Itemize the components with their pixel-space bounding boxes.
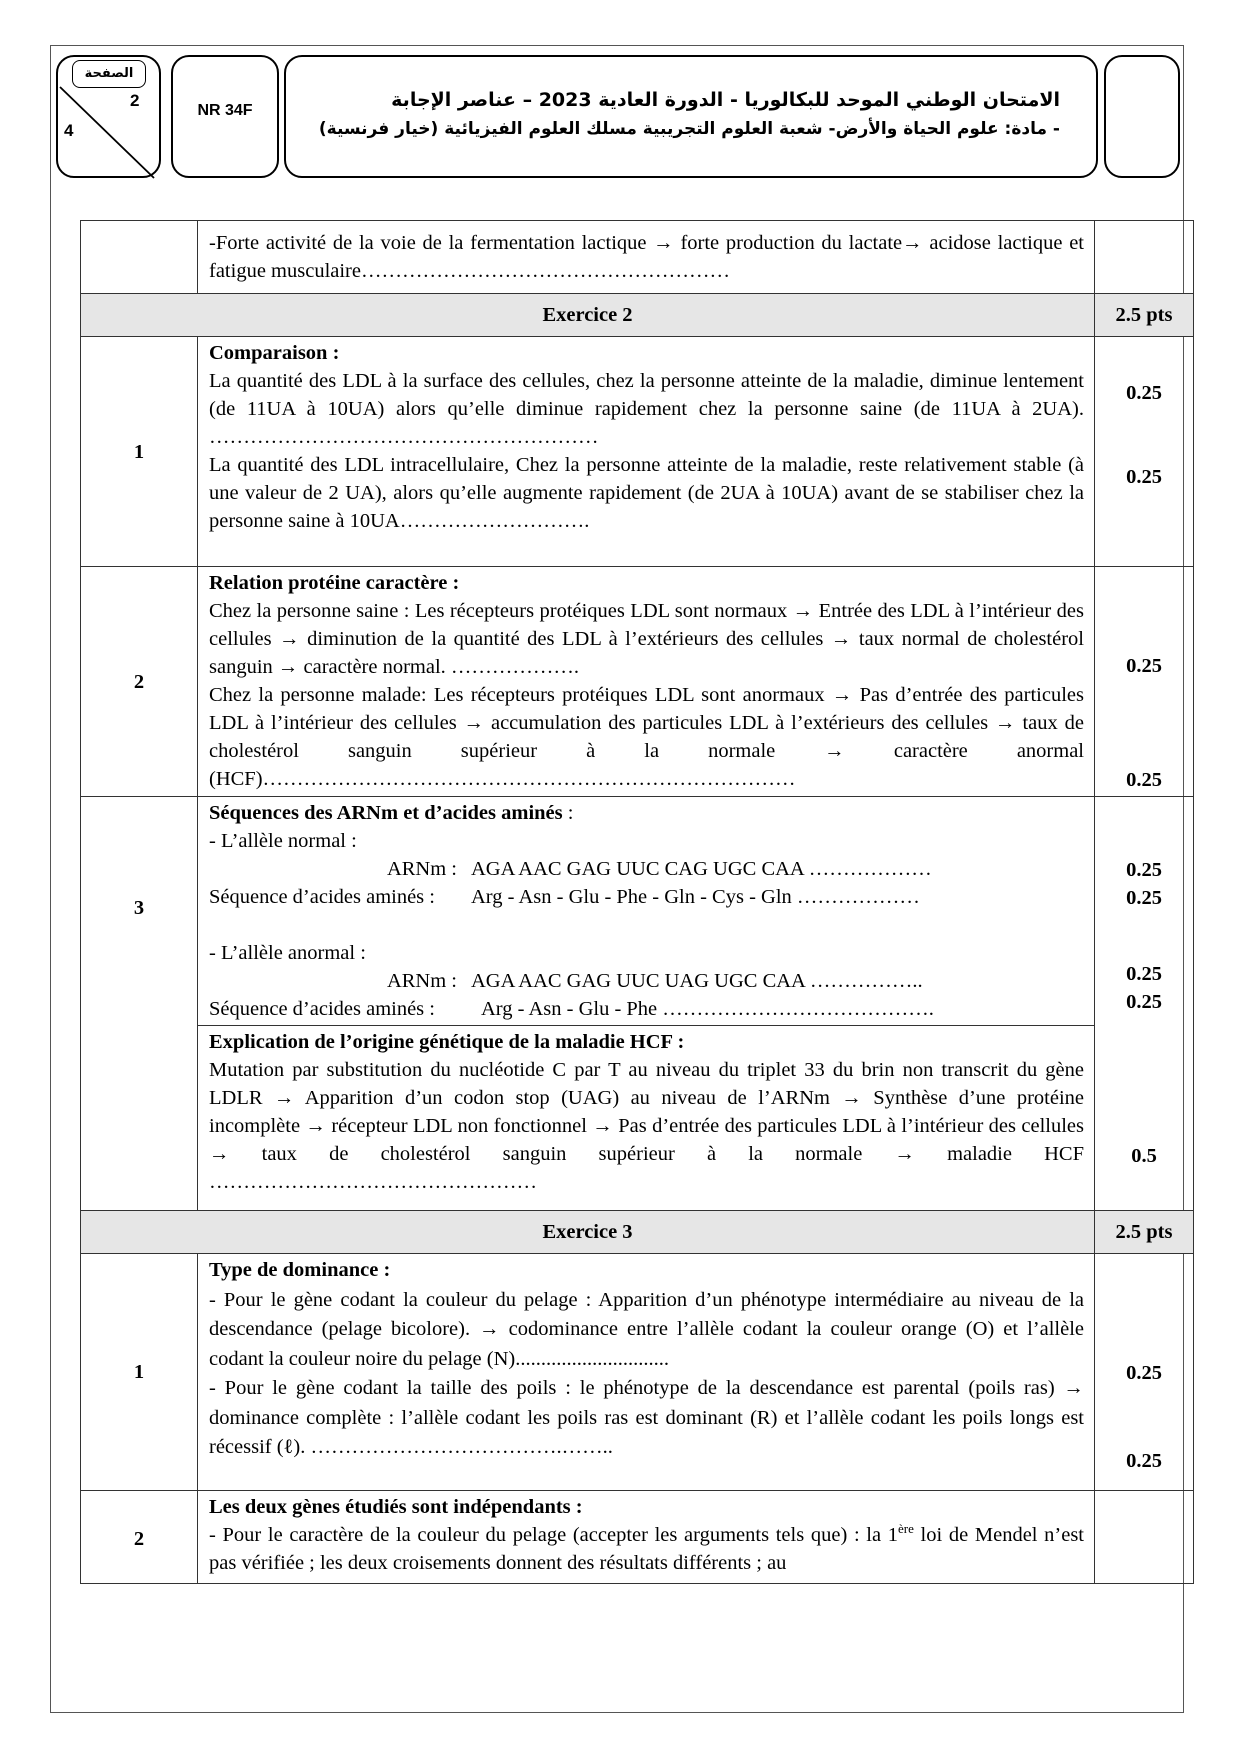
points-value: 0.25 <box>1126 382 1162 404</box>
points-value: 0.25 <box>1126 466 1162 488</box>
page-current: 2 <box>130 91 140 110</box>
answer-table <box>80 220 1194 1584</box>
empty-header-box <box>1104 55 1180 178</box>
normal-aa-sequence: Arg - Asn - Glu - Phe - Gln - Cys - Gln ……………… <box>471 886 920 908</box>
points-value: 0.25 <box>1126 1450 1162 1472</box>
points-value: 0.25 <box>1126 859 1162 881</box>
exercise3-title: Exercice 3 <box>81 1211 1095 1254</box>
question-heading: Relation protéine caractère : <box>209 572 460 594</box>
exam-title-line1: الامتحان الوطني الموحد للبكالوريا - الدورة العادية 2023 – عناصر الإجابة <box>391 89 1060 111</box>
abnormal-arnm-row: ARNm : AGA AAC GAG UUC UAG UGC CAA …………….. <box>209 967 1084 995</box>
normal-arnm-row: ARNm : AGA AAC GAG UUC CAG UGC CAA ……………… <box>209 855 1084 883</box>
table-row <box>81 1491 1194 1584</box>
answer-paragraph: Chez la personne saine : Les récepteurs protéiques LDL sont normaux → Entrée des LDL à l’intérieur des cellules → diminution de la quantité des LDL à l’extérieurs des cellules → taux normal de cholestérol sanguin → caractère normal. ………………. <box>209 600 1084 678</box>
question-number: 1 <box>81 1254 198 1491</box>
table-row <box>81 567 1194 797</box>
points-value: 0.25 <box>1126 769 1162 791</box>
points-value: 0.25 <box>1126 887 1162 909</box>
explanation-heading: Explication de l’origine génétique de la maladie HCF : <box>209 1031 685 1053</box>
points-value: 0.25 <box>1126 655 1162 677</box>
page-total: 4 <box>64 121 74 140</box>
exercise3-header-row <box>81 1211 1194 1254</box>
answer-paragraph: - Pour le caractère de la couleur du pelage (accepter les arguments tels que) : la 1ère loi de Mendel n’est pas vérifiée ; les deux croisements donnent des résultats différents ; au <box>209 1521 1084 1574</box>
allele-abnormal-label: - L’allèle anormal : <box>209 942 366 964</box>
page-number-box <box>56 55 161 178</box>
exercise2-points: 2.5 pts <box>1095 294 1194 337</box>
points-value: 0.25 <box>1126 1362 1162 1384</box>
question-number: 2 <box>81 567 198 797</box>
answer-paragraph: - Pour le gène codant la taille des poils : le phénotype de la descendance est parental (poils ras) → dominance complète : l’allèle codant les poils ras est dominant (R) et l’allèle codant les poils longs est récessif (ℓ). ……………………………….…….. <box>209 1377 1084 1458</box>
abnormal-aa-sequence: Arg - Asn - Glu - Phe …………………………………. <box>481 998 934 1020</box>
exercise3-points: 2.5 pts <box>1095 1211 1194 1254</box>
exam-title-box <box>284 55 1098 178</box>
intro-text: -Forte activité de la voie de la fermentation lactique → forte production du lactate→ acidose lactique et fatigue musculaire……………………………………………… <box>198 221 1095 294</box>
answer-paragraph: La quantité des LDL intracellulaire, Chez la personne atteinte de la maladie, reste relativement stable (à une valeur de 2 UA), alors qu’elle augmente rapidement (de 2UA à 10UA) avant de se stabiliser chez la personne saine à 10UA………………………. <box>209 454 1084 532</box>
question-number: 1 <box>81 337 198 567</box>
answer-paragraph: - Pour le gène codant la couleur du pelage : Apparition d’un phénotype intermédiaire au niveau de la descendance (pelage bicolore). → codominance entre l’allèle codant la couleur orange (O) et l’allèle codant la couleur noire du pelage (N).............................. <box>209 1288 1084 1370</box>
table-row <box>81 337 1194 567</box>
exercise2-title: Exercice 2 <box>81 294 1095 337</box>
page-label: الصفحة <box>72 60 146 88</box>
normal-aa-row: Séquence d’acides aminés : Arg - Asn - Glu - Phe - Gln - Cys - Gln ……………… <box>209 883 1084 911</box>
points-value: 0.5 <box>1131 1145 1157 1167</box>
question-number: 3 <box>81 797 198 1211</box>
abnormal-arnm-sequence: AGA AAC GAG UUC UAG UGC CAA …………….. <box>471 970 923 992</box>
table-row <box>81 1026 1194 1211</box>
answer-paragraph: Chez la personne malade: Les récepteurs protéiques LDL sont anormaux → Pas d’entrée des particules LDL à l’intérieur des cellules → accumulation des particules LDL à l’extérieurs des cellules → taux de cholestérol sanguin supérieur à la normale → caractère anormal (HCF)…………………………………………………………………… <box>209 684 1084 790</box>
exam-code-box <box>171 55 279 178</box>
exam-code: NR 34F <box>197 102 253 119</box>
points-value: 0.25 <box>1126 991 1162 1013</box>
answer-paragraph: La quantité des LDL à la surface des cellules, chez la personne atteinte de la maladie, diminue lentement (de 11UA à 10UA) alors qu’elle diminue rapidement chez la personne saine (de 11UA à 2UA). ………………………………………………… <box>209 370 1084 448</box>
question-heading: Les deux gènes étudiés sont indépendants : <box>209 1496 583 1518</box>
normal-arnm-sequence: AGA AAC GAG UUC CAG UGC CAA ……………… <box>471 858 932 880</box>
question-heading: Séquences des ARNm et d’acides aminés <box>209 802 563 824</box>
question-heading: Comparaison : <box>209 342 340 364</box>
exercise2-header-row <box>81 294 1194 337</box>
table-row <box>81 221 1194 294</box>
table-row: 3 Séquences des ARNm et d’acides aminés : - L’allèle normal : ARNm : AGA AAC GAG UUC CAG UGC CAA ……………… Séquence d’acides aminés : Arg - Asn - Glu - Phe - Gln - Cys - Gln ……………… - L’allèle anormal : ARNm : AGA AAC GAG UUC UAG UGC CAA …………….. Séquence d’acides aminés : Arg - Asn - Glu - Phe …………………………………. 0.25 0.25 0.25 0.25 0.5 <box>81 797 1194 1026</box>
allele-normal-label: - L’allèle normal : <box>209 830 357 852</box>
question-number: 2 <box>81 1491 198 1584</box>
explanation-text: Mutation par substitution du nucléotide C par T au niveau du triplet 33 du brin non transcrit du gène LDLR → Apparition d’un codon stop (UAG) au niveau de l’ARNm → Synthèse d’une protéine incomplète → récepteur LDL non fonctionnel → Pas d’entrée des particules LDL à l’intérieur des cellules → taux de cholestérol sanguin supérieur à la normale → maladie HCF ………………………………………… <box>209 1059 1084 1193</box>
question-heading: Type de dominance : <box>209 1259 391 1281</box>
abnormal-aa-row: Séquence d’acides aminés : Arg - Asn - Glu - Phe …………………………………. <box>209 995 1084 1023</box>
table-row <box>81 1254 1194 1491</box>
exam-title-line2: - مادة: علوم الحياة والأرض- شعبة العلوم التجريبية مسلك العلوم الفيزيائية (خيار فرنسية) <box>318 119 1060 139</box>
points-value: 0.25 <box>1126 963 1162 985</box>
